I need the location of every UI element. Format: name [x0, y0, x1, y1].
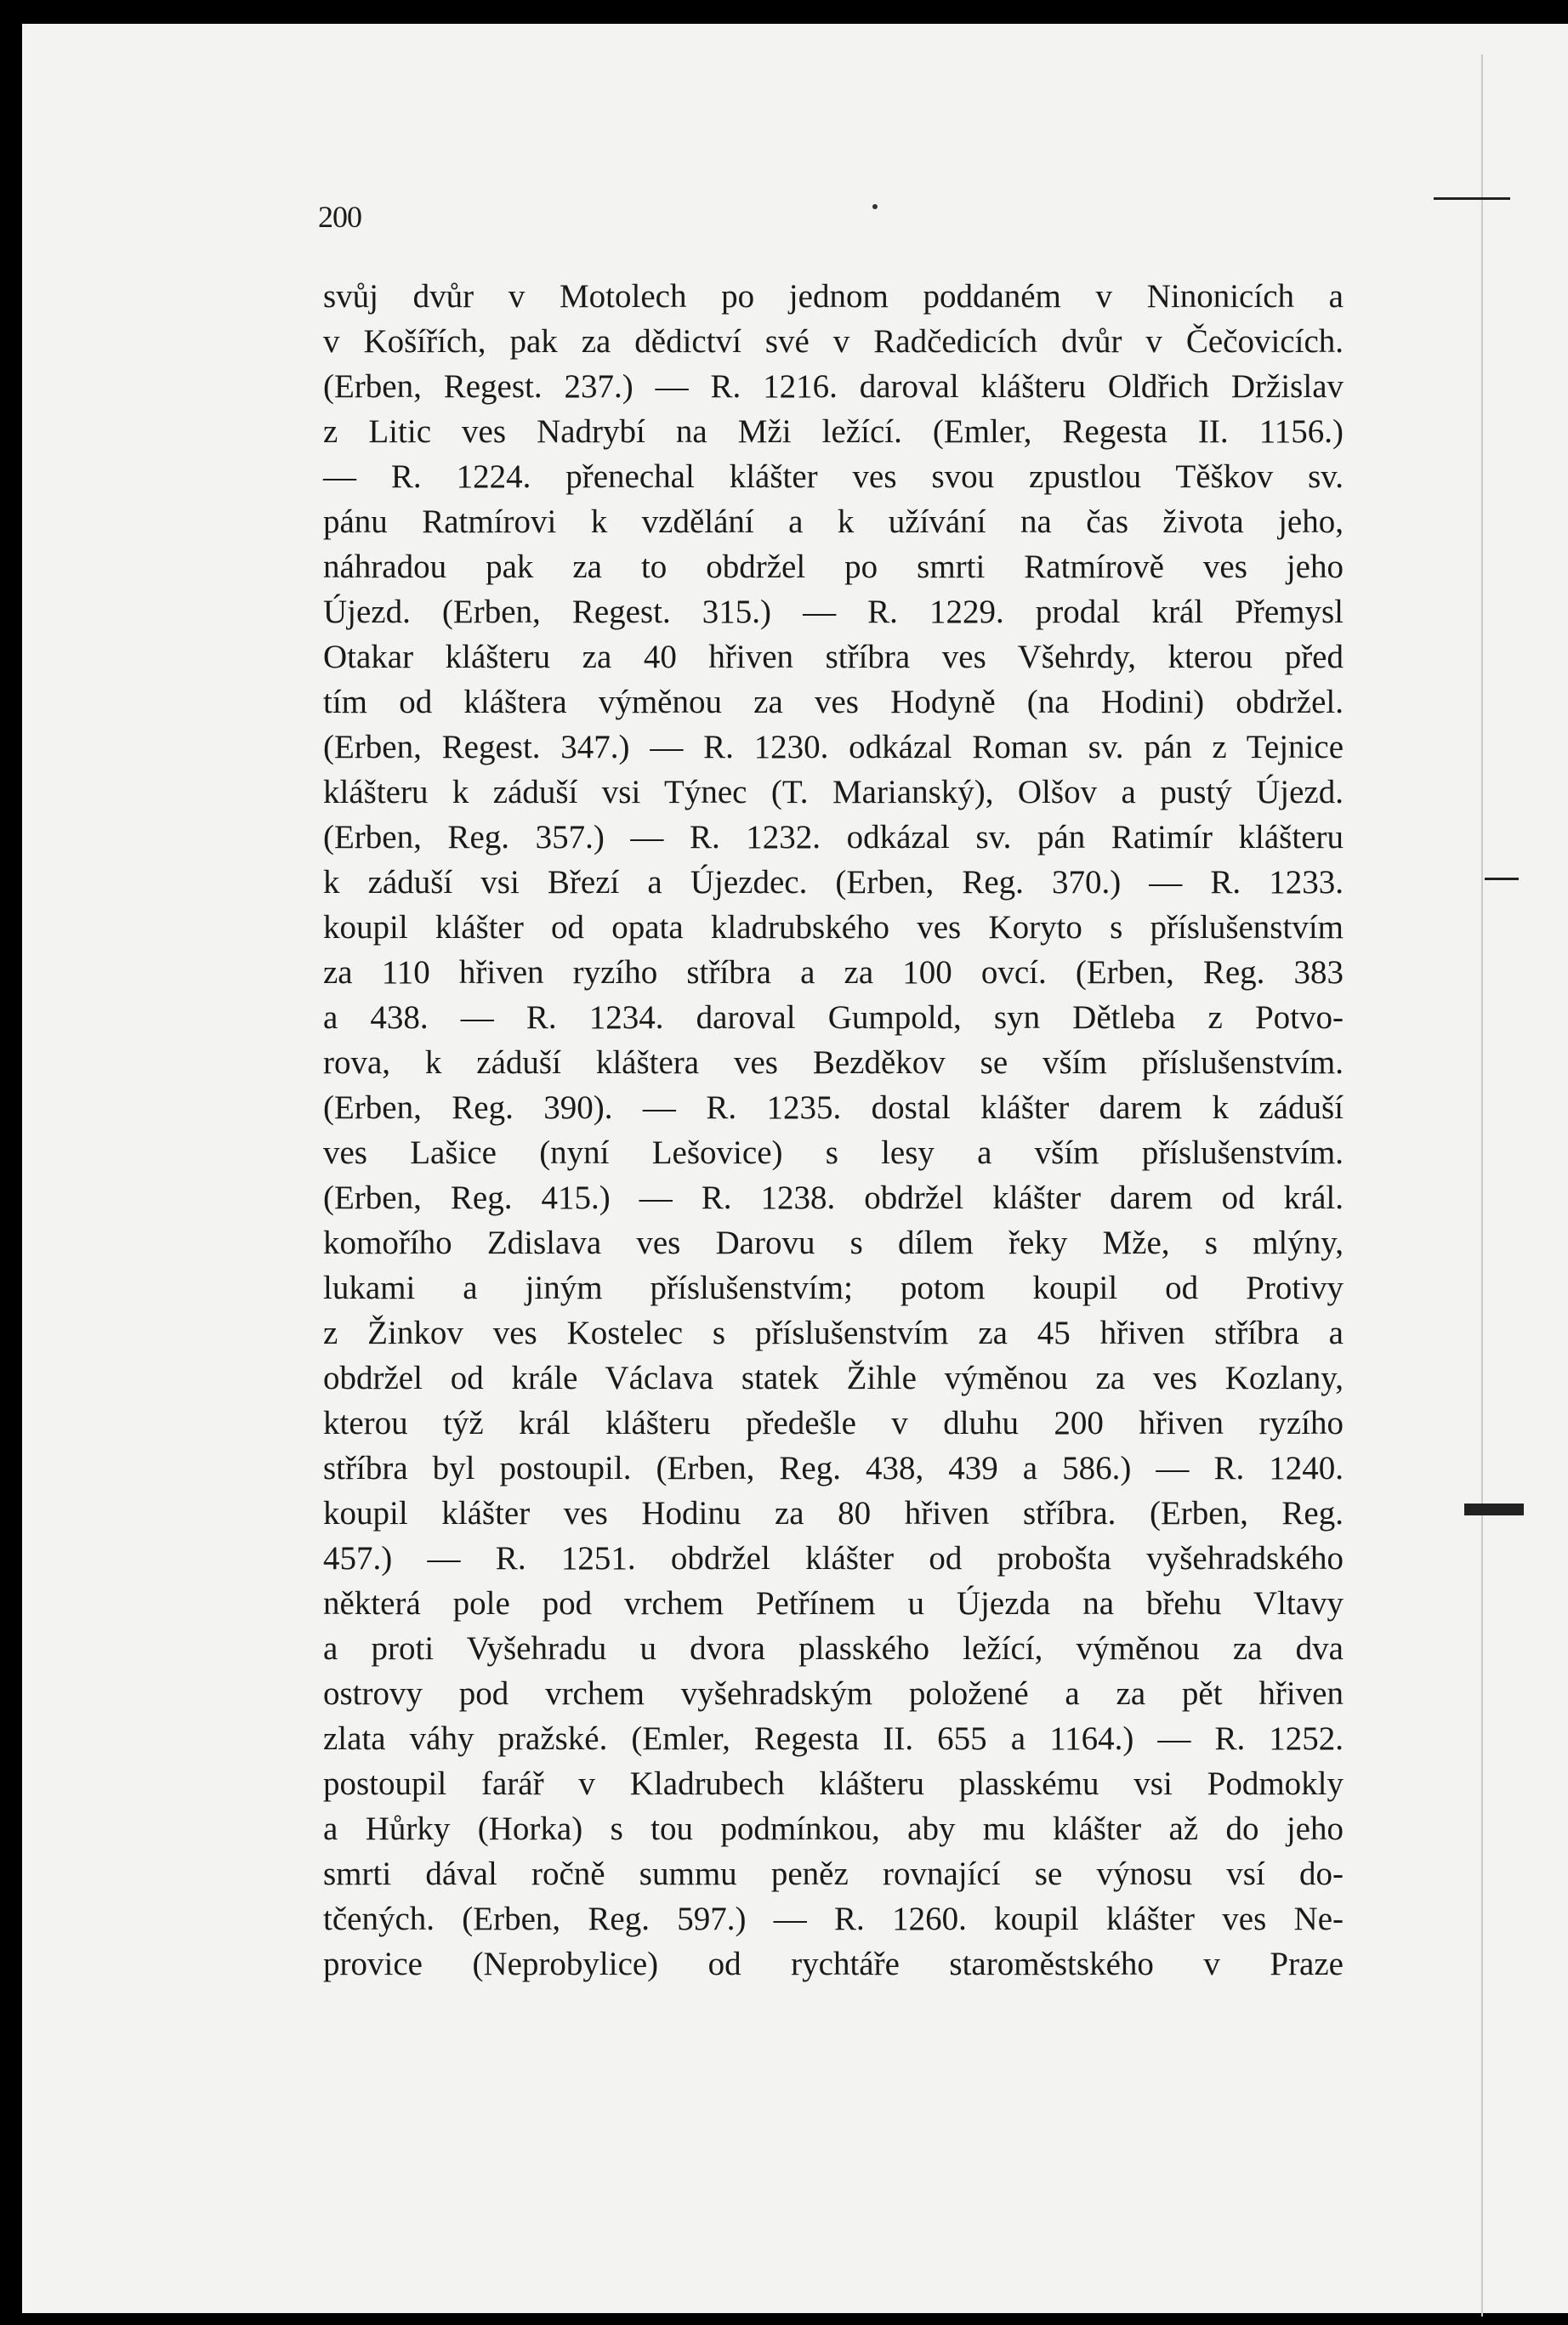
- text-line: a proti Vyšehradu u dvora plasského ležící, výměnou za dva: [323, 1630, 1344, 1667]
- text-line: lukami a jiným příslušenstvím; potom koupil od Protivy: [323, 1270, 1344, 1306]
- text-line: (Erben, Regest. 347.) — R. 1230. odkázal Roman sv. pán z Tejnice: [323, 729, 1344, 765]
- text-line: obdržel od krále Václava statek Žihle výměnou za ves Kozlany,: [323, 1360, 1344, 1396]
- page-edge-rule: [1481, 54, 1483, 2316]
- text-line: z Žinkov ves Kostelec s příslušenstvím za 45 hřiven stříbra a: [323, 1315, 1344, 1351]
- text-line: a Hůrky (Horka) s tou podmínkou, aby mu klášter až do jeho: [323, 1811, 1344, 1847]
- page-number: 200: [318, 200, 361, 234]
- text-line: 457.) — R. 1251. obdržel klášter od probošta vyšehradského: [323, 1540, 1344, 1577]
- text-line: koupil klášter ves Hodinu za 80 hřiven stříbra. (Erben, Reg.: [323, 1495, 1344, 1532]
- text-line: stříbra byl postoupil. (Erben, Reg. 438, 439 a 586.) — R. 1240.: [323, 1450, 1344, 1487]
- text-line: (Erben, Reg. 390). — R. 1235. dostal klášter darem k záduší: [323, 1089, 1344, 1126]
- text-line: Újezd. (Erben, Regest. 315.) — R. 1229. prodal král Přemysl: [323, 594, 1344, 630]
- text-line: a 438. — R. 1234. daroval Gumpold, syn Dětleba z Potvo-: [323, 999, 1344, 1036]
- margin-mark-lower: [1464, 1504, 1524, 1515]
- body-text: [323, 274, 1344, 1987]
- margin-mark-top: [1434, 197, 1510, 200]
- text-line: zlata váhy pražské. (Emler, Regesta II. 655 a 1164.) — R. 1252.: [323, 1720, 1344, 1757]
- text-line: (Erben, Reg. 415.) — R. 1238. obdržel klášter darem od král.: [323, 1180, 1344, 1216]
- text-line: ves Lašice (nyní Lešovice) s lesy a vším příslušenstvím.: [323, 1134, 1344, 1171]
- text-line: kterou týž král klášteru předešle v dluhu 200 hřiven ryzího: [323, 1405, 1344, 1441]
- text-line: (Erben, Regest. 237.) — R. 1216. daroval klášteru Oldřich Držislav: [323, 368, 1344, 405]
- text-line: z Litic ves Nadrybí na Mži ležící. (Emler, Regesta II. 1156.): [323, 413, 1344, 450]
- text-line: některá pole pod vrchem Petřínem u Újezda na břehu Vltavy: [323, 1585, 1344, 1622]
- text-line: klášteru k záduší vsi Týnec (T. Marianský), Olšov a pustý Újezd.: [323, 774, 1344, 810]
- text-line: provice (Neprobylice) od rychtáře staroměstského v Praze: [323, 1946, 1344, 1982]
- text-line: svůj dvůr v Motolech po jednom poddaném v Ninonicích a: [323, 278, 1344, 315]
- book-page: [22, 24, 1568, 2313]
- text-line: v Košířích, pak za dědictví své v Radčedicích dvůr v Čečovicích.: [323, 323, 1344, 360]
- text-line: náhradou pak za to obdržel po smrti Ratmírově ves jeho: [323, 549, 1344, 585]
- text-line: pánu Ratmírovi k vzdělání a k užívání na čas života jeho,: [323, 503, 1344, 540]
- text-line: za 110 hřiven ryzího stříbra a za 100 ovcí. (Erben, Reg. 383: [323, 954, 1344, 991]
- text-line: ostrovy pod vrchem vyšehradským položené a za pět hřiven: [323, 1675, 1344, 1712]
- text-line: postoupil farář v Kladrubech klášteru plasskému vsi Podmokly: [323, 1765, 1344, 1802]
- text-line: Otakar klášteru za 40 hřiven stříbra ves Všehrdy, kterou před: [323, 639, 1344, 675]
- text-line: k záduší vsi Březí a Újezdec. (Erben, Reg. 370.) — R. 1233.: [323, 864, 1344, 901]
- text-line: tím od kláštera výměnou za ves Hodyně (na Hodini) obdržel.: [323, 684, 1344, 720]
- text-line: rova, k záduší kláštera ves Bezděkov se vším příslušenstvím.: [323, 1044, 1344, 1081]
- text-line: smrti dával ročně summu peněz rovnající se výnosu vsí do-: [323, 1856, 1344, 1892]
- text-line: — R. 1224. přenechal klášter ves svou zpustlou Těškov sv.: [323, 458, 1344, 495]
- ink-dot: [872, 204, 878, 209]
- margin-mark-middle: [1485, 878, 1519, 880]
- text-line: tčených. (Erben, Reg. 597.) — R. 1260. koupil klášter ves Ne-: [323, 1901, 1344, 1937]
- text-line: komořího Zdislava ves Darovu s dílem řeky Mže, s mlýny,: [323, 1225, 1344, 1261]
- text-line: koupil klášter od opata kladrubského ves Koryto s příslušenstvím: [323, 909, 1344, 946]
- text-line: (Erben, Reg. 357.) — R. 1232. odkázal sv. pán Ratimír klášteru: [323, 819, 1344, 856]
